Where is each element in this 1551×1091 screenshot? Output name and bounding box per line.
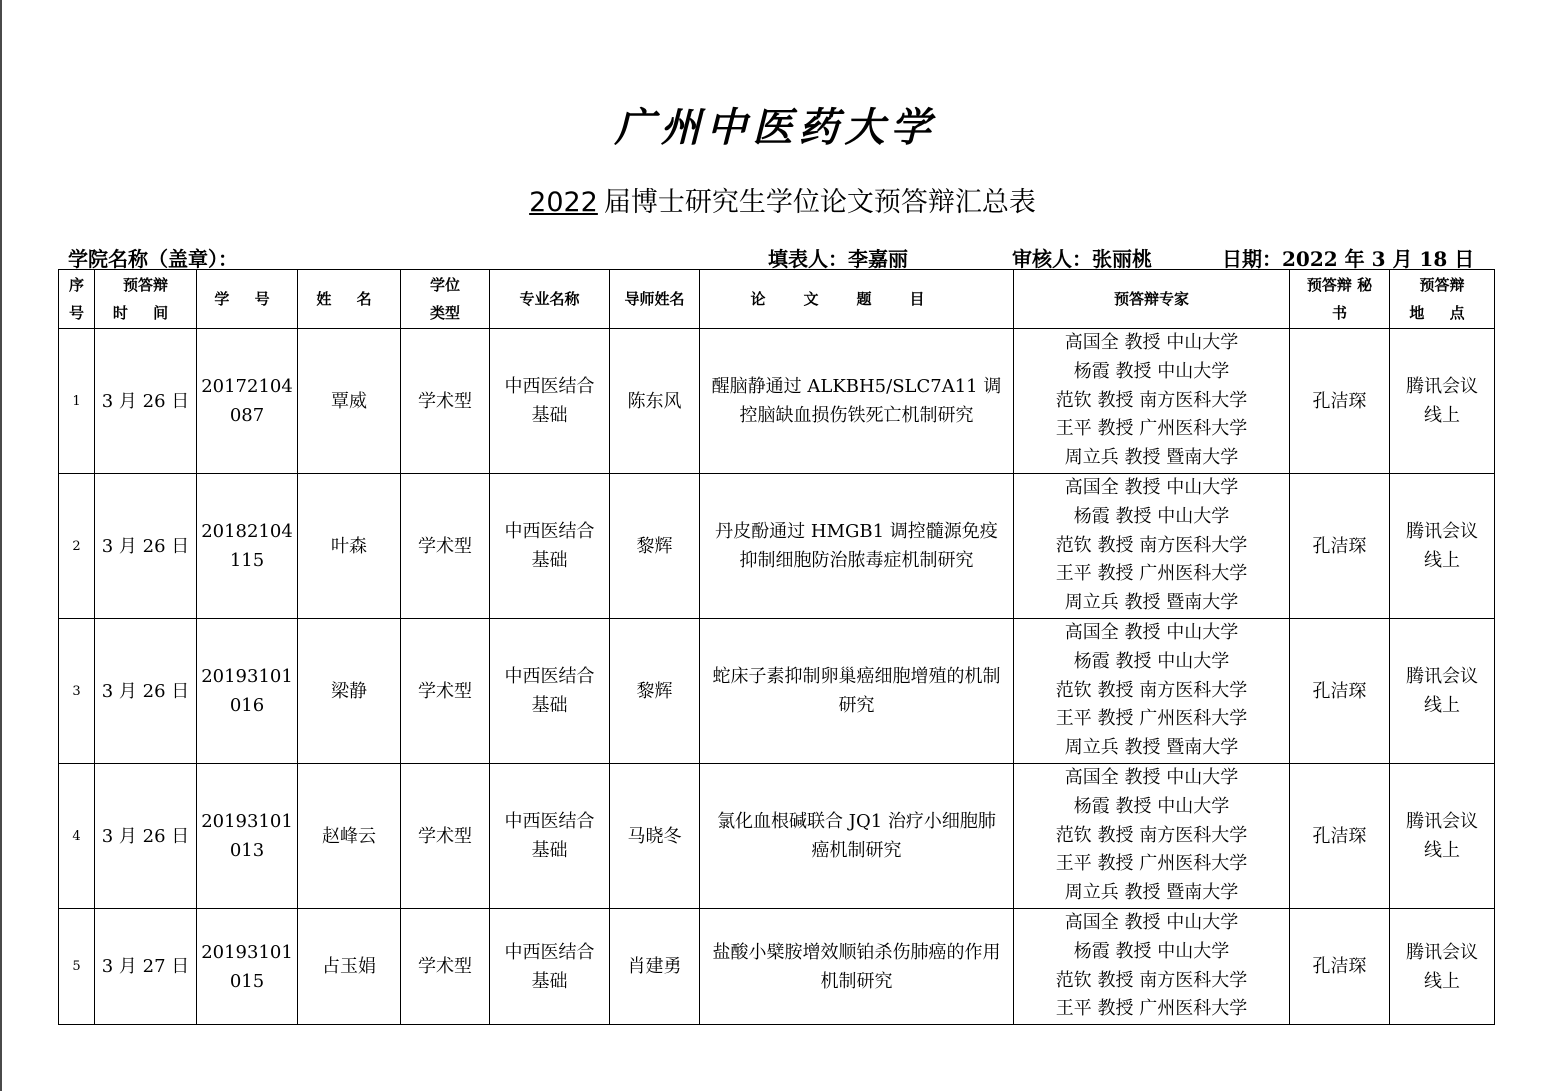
major-line-1: 中西医结合 — [504, 521, 595, 542]
expert-entry: 高国全 教授 中山大学 — [1064, 912, 1239, 933]
cell-degree-type — [401, 329, 490, 474]
cell-advisor — [610, 474, 700, 619]
place-line-1: 腾讯会议 — [1406, 376, 1478, 397]
place-line-2: 线上 — [1424, 695, 1460, 716]
cell-advisor — [610, 764, 700, 909]
cell-place — [1390, 329, 1495, 474]
col-header-secretary — [1290, 270, 1390, 329]
place-line-2: 线上 — [1424, 550, 1460, 571]
cell-major — [490, 474, 610, 619]
col-header-secretary-bottom: 书 — [1331, 304, 1347, 322]
expert-entry: 范钦 教授 南方医科大学 — [1055, 389, 1248, 411]
student-name: 占玉娟 — [322, 956, 376, 978]
cell-topic — [700, 329, 1014, 474]
seq-value: 3 — [72, 683, 81, 699]
cell-secretary — [1290, 909, 1390, 1025]
cell-defense-time — [95, 909, 197, 1025]
expert-entry: 范钦 教授 南方医科大学 — [1055, 679, 1248, 701]
col-header-degree-top: 学位 — [429, 276, 460, 294]
student-id-part-b: 087 — [229, 405, 265, 426]
cell-student-id — [197, 764, 298, 909]
cell-name — [298, 764, 401, 909]
student-id-part-b: 115 — [229, 550, 265, 571]
col-header-time-top: 预答辩 — [122, 276, 168, 294]
major-line-2: 基础 — [531, 695, 568, 716]
col-header-place-bottom: 地 点 — [1409, 304, 1475, 322]
place-line-1: 腾讯会议 — [1406, 941, 1478, 963]
place-line-2: 线上 — [1424, 840, 1460, 861]
secretary-name: 孔洁琛 — [1312, 680, 1367, 702]
filler-info: 填表人：李嘉丽 — [768, 247, 908, 271]
cell-place — [1390, 474, 1495, 619]
major-line-1: 中西医结合 — [504, 811, 595, 832]
col-header-degree — [401, 270, 490, 329]
expert-entry: 王平 教授 广州医科大学 — [1055, 853, 1248, 875]
cell-secretary — [1290, 474, 1390, 619]
cell-advisor — [610, 909, 700, 1025]
student-name: 叶森 — [331, 535, 367, 557]
cell-seq — [59, 474, 95, 619]
cell-student-id — [197, 909, 298, 1025]
defense-summary-table — [58, 269, 1495, 1025]
expert-entry: 杨霞 教授 中山大学 — [1073, 360, 1230, 382]
cell-advisor — [610, 619, 700, 764]
cell-student-id — [197, 474, 298, 619]
cell-major — [490, 329, 610, 474]
cell-seq — [59, 619, 95, 764]
advisor-name: 黎辉 — [636, 535, 673, 557]
col-header-place — [1390, 270, 1495, 329]
major-line-2: 基础 — [531, 840, 568, 861]
date-info: 日期：2022 年 3 月 18 日 — [1222, 247, 1475, 271]
cell-topic — [700, 764, 1014, 909]
thesis-topic: 醒脑静通过 ALKBH5/SLC7A11 调控脑缺血损伤铁死亡机制研究 — [711, 376, 1002, 426]
advisor-name: 黎辉 — [636, 680, 673, 702]
expert-entry: 高国全 教授 中山大学 — [1064, 767, 1239, 788]
cell-student-id — [197, 619, 298, 764]
form-subtitle-text: 届博士研究生学位论文预答辩汇总表 — [603, 187, 1036, 218]
cell-defense-time — [95, 764, 197, 909]
cell-name — [298, 619, 401, 764]
major-line-2: 基础 — [531, 970, 568, 992]
col-header-degree-bottom: 类型 — [429, 304, 460, 322]
place-line-2: 线上 — [1424, 405, 1460, 426]
cell-experts — [1014, 619, 1290, 764]
cell-defense-time — [95, 619, 197, 764]
advisor-name: 马晓冬 — [627, 825, 682, 847]
place-line-1: 腾讯会议 — [1406, 811, 1478, 832]
place-line-1: 腾讯会议 — [1406, 521, 1478, 542]
expert-entry: 王平 教授 广州医科大学 — [1055, 998, 1248, 1020]
degree-type-value: 学术型 — [418, 390, 472, 412]
expert-entry: 高国全 教授 中山大学 — [1064, 332, 1239, 353]
student-name: 梁静 — [331, 680, 367, 702]
major-line-1: 中西医结合 — [504, 941, 595, 963]
cell-place — [1390, 764, 1495, 909]
form-subtitle — [0, 180, 1551, 219]
cell-secretary — [1290, 764, 1390, 909]
table-row — [59, 619, 1495, 764]
col-header-advisor: 导师姓名 — [610, 270, 700, 329]
degree-type-value: 学术型 — [418, 825, 472, 847]
student-id-part-b: 015 — [229, 970, 265, 992]
cell-degree-type — [401, 764, 490, 909]
college-label: 学院名称（盖章）： — [68, 247, 238, 271]
table-header-row — [59, 270, 1495, 329]
col-header-time — [95, 270, 197, 329]
place-line-2: 线上 — [1424, 970, 1460, 992]
expert-entry: 杨霞 教授 中山大学 — [1073, 505, 1230, 527]
cell-secretary — [1290, 619, 1390, 764]
cell-student-id — [197, 329, 298, 474]
major-line-1: 中西医结合 — [504, 666, 595, 687]
degree-type-value: 学术型 — [418, 680, 472, 702]
student-id-part-b: 013 — [229, 840, 265, 861]
seq-value: 4 — [72, 828, 81, 844]
reviewer-info: 审核人：张丽桃 — [1012, 247, 1152, 271]
student-id-part-a: 20172104 — [201, 376, 293, 397]
expert-entry: 高国全 教授 中山大学 — [1064, 622, 1239, 643]
cell-experts — [1014, 909, 1290, 1025]
expert-entry: 周立兵 教授 暨南大学 — [1064, 592, 1239, 614]
thesis-topic: 盐酸小檗胺增效顺铂杀伤肺癌的作用机制研究 — [712, 941, 1001, 992]
table-row — [59, 764, 1495, 909]
cell-topic — [700, 474, 1014, 619]
table-row — [59, 329, 1495, 474]
table-row — [59, 909, 1495, 1025]
col-header-place-top: 预答辩 — [1419, 276, 1465, 294]
student-name: 覃威 — [331, 390, 367, 412]
cell-experts — [1014, 474, 1290, 619]
cell-topic — [700, 909, 1014, 1025]
cell-degree-type — [401, 909, 490, 1025]
student-id-part-b: 016 — [229, 695, 265, 716]
col-header-seq — [59, 270, 95, 329]
cell-seq — [59, 329, 95, 474]
secretary-name: 孔洁琛 — [1312, 825, 1367, 847]
degree-type-value: 学术型 — [418, 956, 472, 978]
student-id-part-a: 20193101 — [201, 941, 293, 963]
defense-time-value: 3 月 26 日 — [101, 680, 190, 702]
col-header-time-bottom: 时 间 — [112, 304, 179, 322]
col-header-name: 姓 名 — [298, 270, 401, 329]
expert-entry: 高国全 教授 中山大学 — [1064, 477, 1239, 498]
expert-entry: 范钦 教授 南方医科大学 — [1055, 534, 1248, 556]
cell-major — [490, 619, 610, 764]
secretary-name: 孔洁琛 — [1312, 535, 1367, 557]
cell-major — [490, 764, 610, 909]
col-header-experts: 预答辩专家 — [1014, 270, 1290, 329]
expert-entry: 王平 教授 广州医科大学 — [1055, 563, 1248, 585]
cell-name — [298, 329, 401, 474]
cell-place — [1390, 909, 1495, 1025]
cell-name — [298, 909, 401, 1025]
expert-entry: 范钦 教授 南方医科大学 — [1055, 824, 1248, 846]
col-header-seq-text: 序号 — [68, 276, 84, 322]
secretary-name: 孔洁琛 — [1312, 956, 1367, 978]
cell-defense-time — [95, 474, 197, 619]
expert-entry: 周立兵 教授 暨南大学 — [1064, 447, 1239, 469]
expert-entry: 周立兵 教授 暨南大学 — [1064, 882, 1239, 904]
seq-value: 1 — [72, 393, 81, 409]
table-row — [59, 474, 1495, 619]
cell-place — [1390, 619, 1495, 764]
thesis-topic: 丹皮酚通过 HMGB1 调控髓源免疫抑制细胞防治脓毒症机制研究 — [715, 521, 998, 571]
cell-experts — [1014, 764, 1290, 909]
page-left-border — [0, 0, 2, 1091]
cell-major — [490, 909, 610, 1025]
cell-degree-type — [401, 474, 490, 619]
advisor-name: 陈东风 — [627, 390, 682, 412]
cell-seq — [59, 909, 95, 1025]
major-line-1: 中西医结合 — [504, 376, 595, 397]
cell-defense-time — [95, 329, 197, 474]
major-line-2: 基础 — [531, 550, 568, 571]
thesis-topic: 氯化血根碱联合 JQ1 治疗小细胞肺癌机制研究 — [717, 811, 996, 861]
cell-topic — [700, 619, 1014, 764]
expert-entry: 周立兵 教授 暨南大学 — [1064, 737, 1239, 759]
student-name: 赵峰云 — [322, 825, 376, 847]
thesis-topic: 蛇床子素抑制卵巢癌细胞增殖的机制研究 — [712, 666, 1001, 716]
expert-entry: 杨霞 教授 中山大学 — [1073, 650, 1230, 672]
cell-degree-type — [401, 619, 490, 764]
defense-time-value: 3 月 26 日 — [101, 535, 190, 557]
cell-experts — [1014, 329, 1290, 474]
student-id-part-a: 20193101 — [201, 811, 293, 832]
seq-value: 2 — [72, 538, 81, 554]
seq-value: 5 — [72, 959, 81, 975]
place-line-1: 腾讯会议 — [1406, 666, 1478, 687]
col-header-major: 专业名称 — [490, 270, 610, 329]
student-id-part-a: 20193101 — [201, 666, 293, 687]
form-year: 2022 — [529, 187, 598, 218]
defense-time-value: 3 月 26 日 — [101, 825, 190, 847]
defense-time-value: 3 月 27 日 — [101, 956, 190, 978]
col-header-topic: 论文题目 — [700, 270, 1014, 329]
expert-entry: 杨霞 教授 中山大学 — [1073, 795, 1230, 817]
expert-entry: 杨霞 教授 中山大学 — [1073, 940, 1230, 962]
expert-entry: 范钦 教授 南方医科大学 — [1055, 969, 1248, 991]
expert-entry: 王平 教授 广州医科大学 — [1055, 418, 1248, 440]
expert-entry: 王平 教授 广州医科大学 — [1055, 708, 1248, 730]
cell-name — [298, 474, 401, 619]
col-header-secretary-top: 预答辩 秘 — [1306, 276, 1373, 294]
university-title: 广州中医药大学 — [614, 104, 937, 151]
cell-seq — [59, 764, 95, 909]
cell-secretary — [1290, 329, 1390, 474]
cell-advisor — [610, 329, 700, 474]
major-line-2: 基础 — [531, 405, 568, 426]
advisor-name: 肖建勇 — [627, 956, 682, 978]
secretary-name: 孔洁琛 — [1312, 390, 1367, 412]
col-header-student-id: 学 号 — [197, 270, 298, 329]
student-id-part-a: 20182104 — [201, 521, 293, 542]
defense-time-value: 3 月 26 日 — [101, 390, 190, 412]
degree-type-value: 学术型 — [418, 535, 472, 557]
